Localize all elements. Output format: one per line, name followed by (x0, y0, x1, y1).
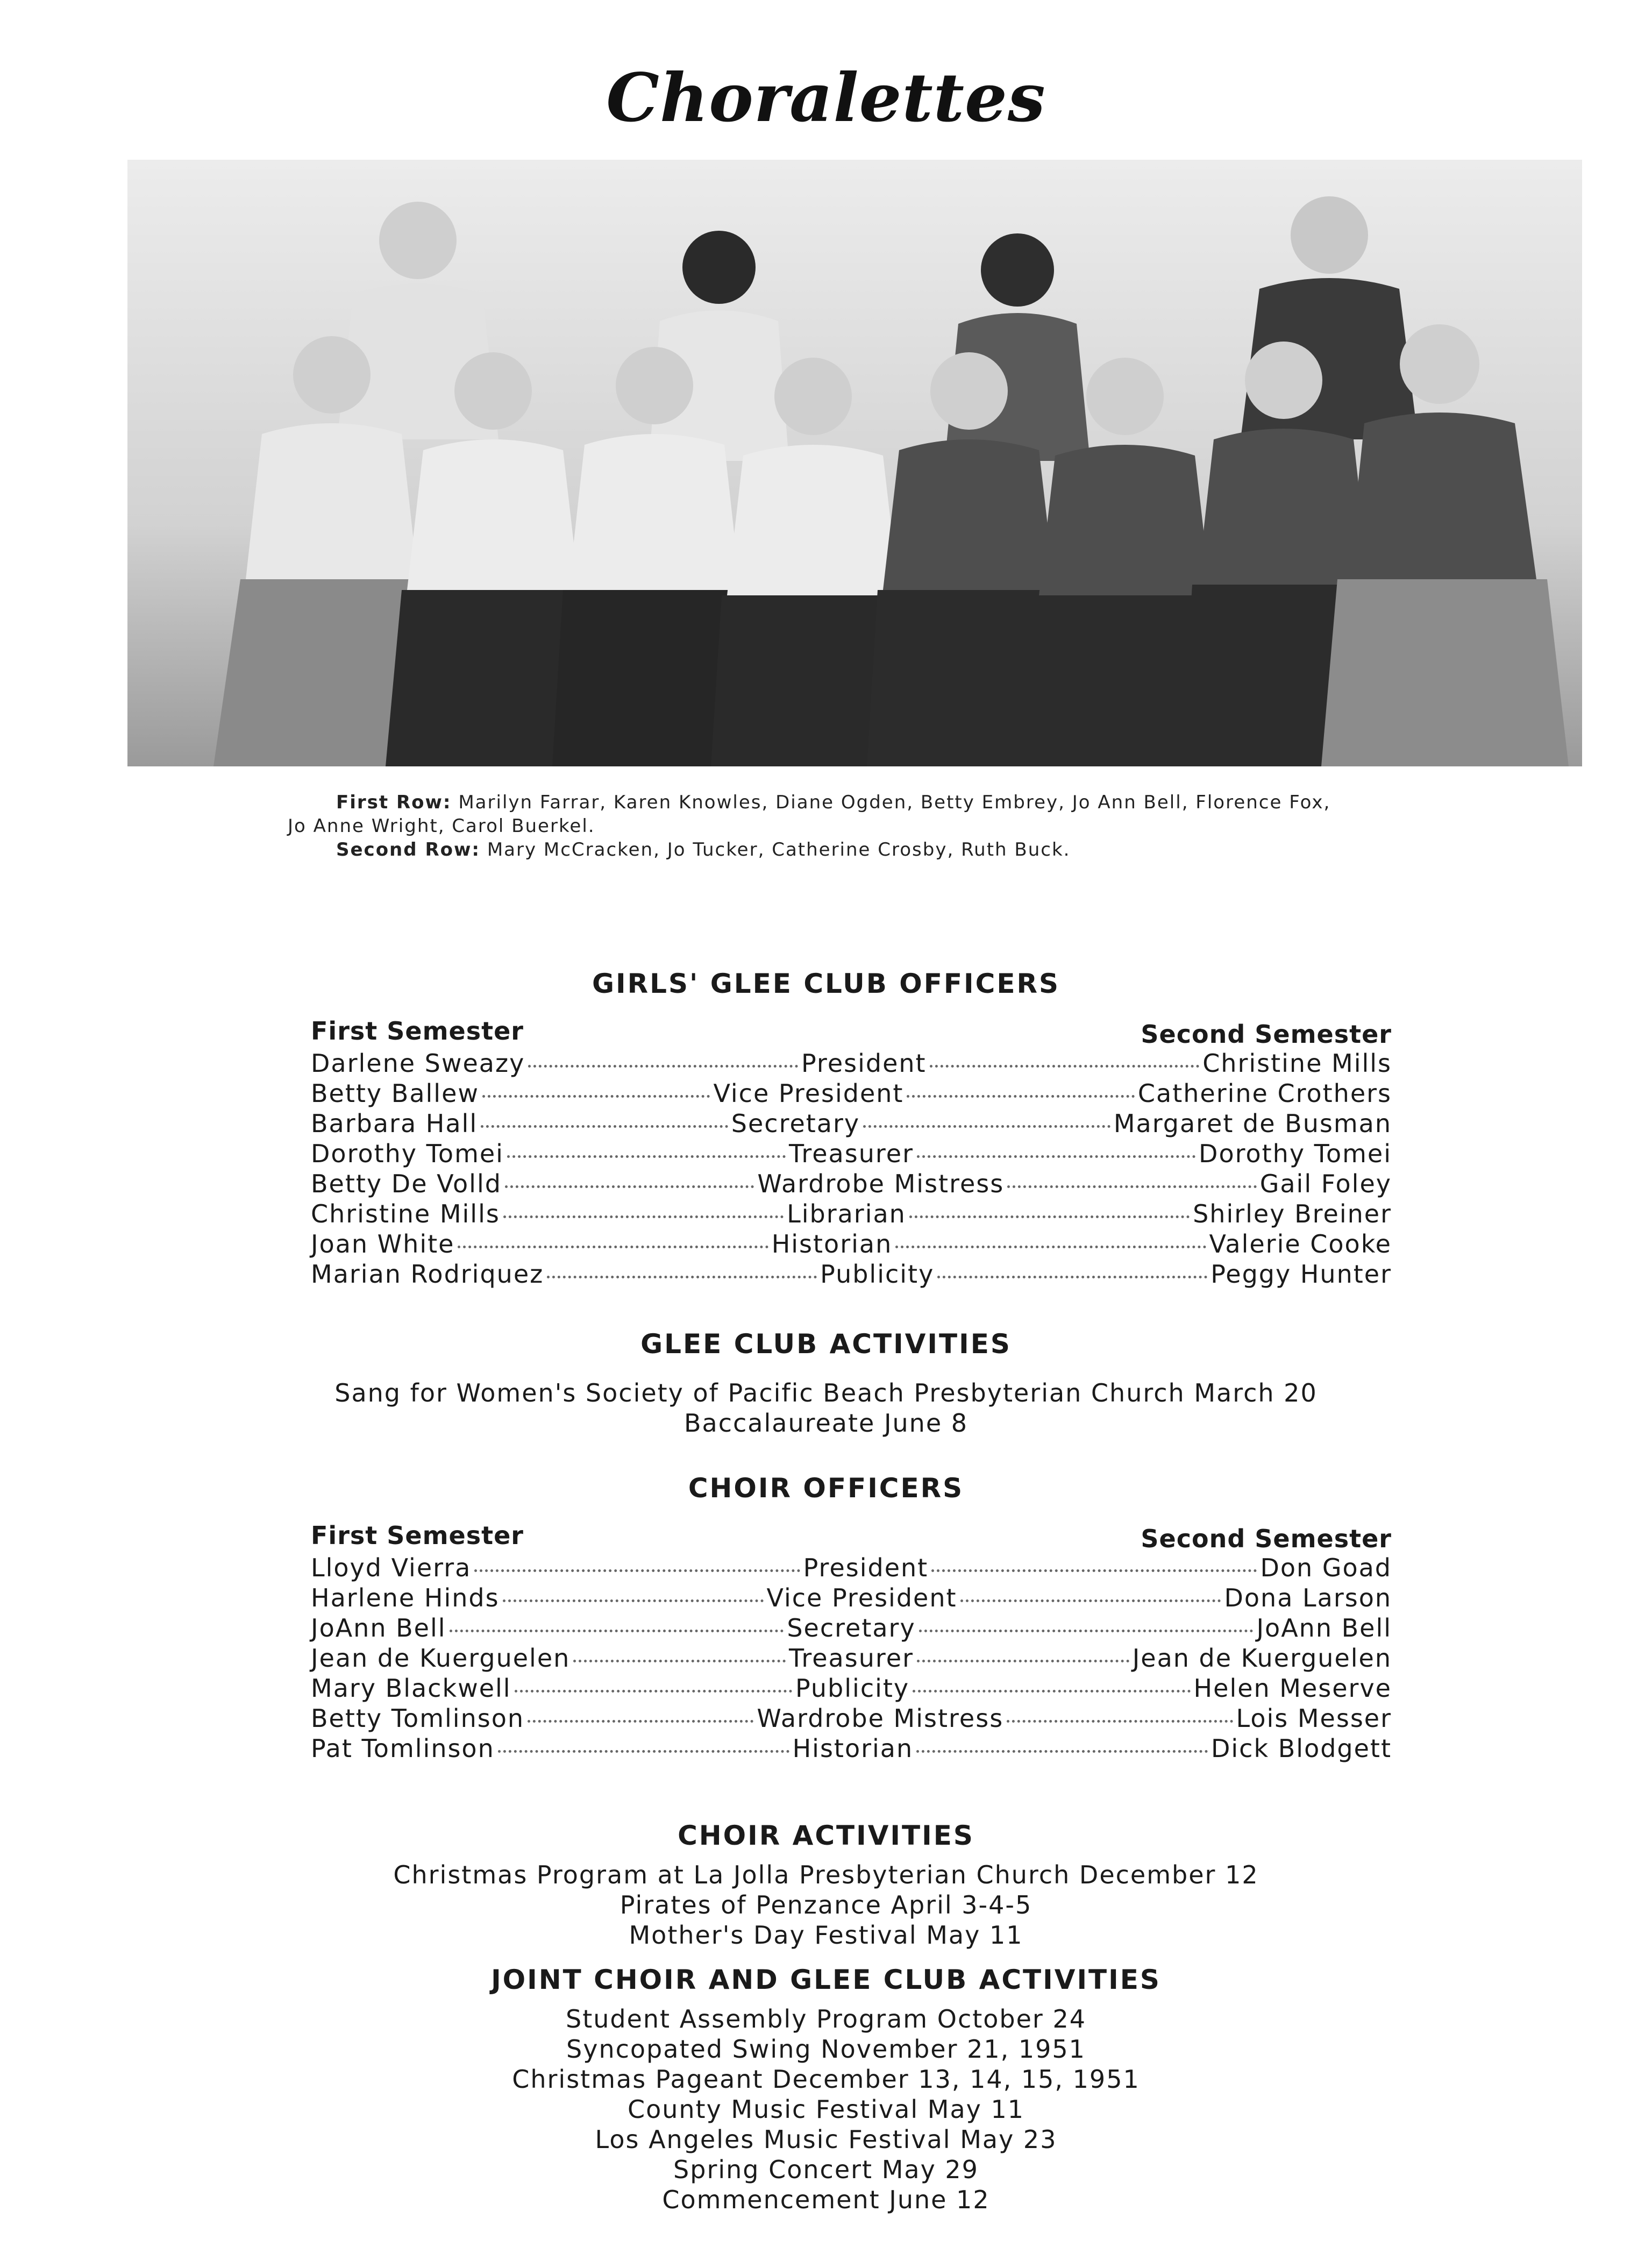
officer-first: Harlene Hinds (311, 1583, 500, 1612)
office-title: President (801, 1049, 927, 1078)
table-row (311, 1139, 1392, 1169)
table-row (311, 1553, 1392, 1583)
first-row-text-continued: Jo Anne Wright, Carol Buerkel. (288, 815, 595, 837)
group-photo-icon (127, 160, 1582, 766)
officer-first: Barbara Hall (311, 1109, 478, 1138)
list-item: Christmas Pageant December 13, 14, 15, 1951 (512, 2065, 1140, 2094)
office-title: Vice President (766, 1583, 957, 1612)
joint-activities-list (0, 2004, 1652, 2215)
officer-first: Pat Tomlinson (311, 1734, 495, 1763)
second-row-text: Mary McCracken, Jo Tucker, Catherine Crosby, Ruth Buck. (487, 839, 1071, 861)
officer-second: Dorothy Tomei (1199, 1139, 1392, 1168)
choir-activities-heading: CHOIR ACTIVITIES (678, 1820, 974, 1851)
first-row-label: First Row: (336, 792, 452, 813)
glee-officers-heading: GIRLS' GLEE CLUB OFFICERS (592, 968, 1060, 999)
list-item: Commencement June 12 (662, 2185, 990, 2214)
officer-second: Lois Messer (1236, 1704, 1392, 1733)
list-item: County Music Festival May 11 (627, 2095, 1025, 2124)
list-item: Student Assembly Program October 24 (566, 2004, 1086, 2033)
table-row (311, 1613, 1392, 1644)
list-item: Los Angeles Music Festival May 23 (595, 2125, 1057, 2154)
office-title: Historian (771, 1229, 893, 1258)
list-item: Mother's Day Festival May 11 (629, 1921, 1023, 1950)
glee-activities-heading: GLEE CLUB ACTIVITIES (640, 1328, 1012, 1360)
table-row (311, 1583, 1392, 1613)
officer-second: Don Goad (1260, 1553, 1392, 1582)
office-title: Librarian (787, 1199, 906, 1228)
joint-activities-heading: JOINT CHOIR AND GLEE CLUB ACTIVITIES (491, 1964, 1161, 1995)
officer-first: Lloyd Vierra (311, 1553, 472, 1582)
table-row (311, 1734, 1392, 1764)
list-item: Sang for Women's Society of Pacific Beach Presbyterian Church March 20 (334, 1378, 1318, 1407)
office-title: Treasurer (789, 1644, 914, 1673)
officer-first: Jean de Kuerguelen (311, 1644, 571, 1673)
officer-first: Marian Rodriquez (311, 1260, 544, 1289)
list-item: Syncopated Swing November 21, 1951 (566, 2035, 1086, 2064)
table-row (311, 1049, 1392, 1079)
list-item: Christmas Program at La Jolla Presbyterian Church December 12 (393, 1860, 1259, 1889)
table-row (311, 1260, 1392, 1290)
office-title: Secretary (731, 1109, 860, 1138)
officer-second: Dona Larson (1224, 1583, 1392, 1612)
officer-first: Betty De Volld (311, 1169, 502, 1198)
choir-first-semester-label: First Semester (311, 1521, 524, 1550)
table-row (311, 1199, 1392, 1229)
officer-first: JoAnn Bell (311, 1613, 446, 1642)
officer-second: Peggy Hunter (1210, 1260, 1392, 1289)
group-photo (127, 160, 1582, 766)
first-row-text: Marilyn Farrar, Karen Knowles, Diane Ogden, Betty Embrey, Jo Ann Bell, Florence Fox, (458, 792, 1331, 813)
officer-second: Helen Meserve (1193, 1674, 1392, 1703)
officer-first: Betty Tomlinson (311, 1704, 524, 1733)
glee-activities-list (0, 1378, 1652, 1438)
office-title: Wardrobe Mistress (757, 1169, 1005, 1198)
table-row (311, 1079, 1392, 1109)
officer-second: Dick Blodgett (1210, 1734, 1392, 1763)
office-title: Vice President (713, 1079, 904, 1108)
second-row-label: Second Row: (336, 839, 480, 861)
office-title: Secretary (787, 1613, 916, 1642)
table-row (311, 1704, 1392, 1734)
list-item: Baccalaureate June 8 (683, 1409, 969, 1438)
officer-first: Dorothy Tomei (311, 1139, 504, 1168)
officer-second: Christine Mills (1202, 1049, 1392, 1078)
list-item: Spring Concert May 29 (673, 2155, 979, 2184)
officer-second: Valerie Cooke (1209, 1229, 1392, 1258)
officer-second: Catherine Crothers (1137, 1079, 1392, 1108)
officer-first: Betty Ballew (311, 1079, 480, 1108)
office-title: Historian (792, 1734, 914, 1763)
table-row (311, 1229, 1392, 1260)
office-title: Treasurer (789, 1139, 914, 1168)
table-row (311, 1169, 1392, 1199)
page-title: Choralettes (606, 59, 1046, 137)
office-title: Publicity (820, 1260, 935, 1289)
list-item: Pirates of Penzance April 3-4-5 (620, 1890, 1032, 1919)
glee-officers-table (311, 1016, 1392, 1290)
officer-second: Shirley Breiner (1193, 1199, 1392, 1228)
table-row (311, 1109, 1392, 1139)
choir-officers-heading: CHOIR OFFICERS (688, 1473, 964, 1504)
table-row (311, 1644, 1392, 1674)
glee-second-semester-label: Second Semester (1141, 1020, 1392, 1049)
photo-caption (288, 791, 1363, 862)
officer-second: JoAnn Bell (1256, 1613, 1392, 1642)
officer-first: Christine Mills (311, 1199, 500, 1228)
officer-first: Mary Blackwell (311, 1674, 511, 1703)
officer-first: Darlene Sweazy (311, 1049, 525, 1078)
officer-second: Gail Foley (1259, 1169, 1392, 1198)
choir-second-semester-label: Second Semester (1141, 1524, 1392, 1553)
office-title: Publicity (795, 1674, 910, 1703)
office-title: Wardrobe Mistress (757, 1704, 1004, 1733)
choir-officers-table (311, 1521, 1392, 1764)
officer-second: Jean de Kuerguelen (1132, 1644, 1392, 1673)
table-row (311, 1674, 1392, 1704)
officer-second: Margaret de Busman (1113, 1109, 1392, 1138)
glee-first-semester-label: First Semester (311, 1016, 524, 1046)
office-title: President (803, 1553, 929, 1582)
officer-first: Joan White (311, 1229, 455, 1258)
choir-activities-list (0, 1860, 1652, 1950)
